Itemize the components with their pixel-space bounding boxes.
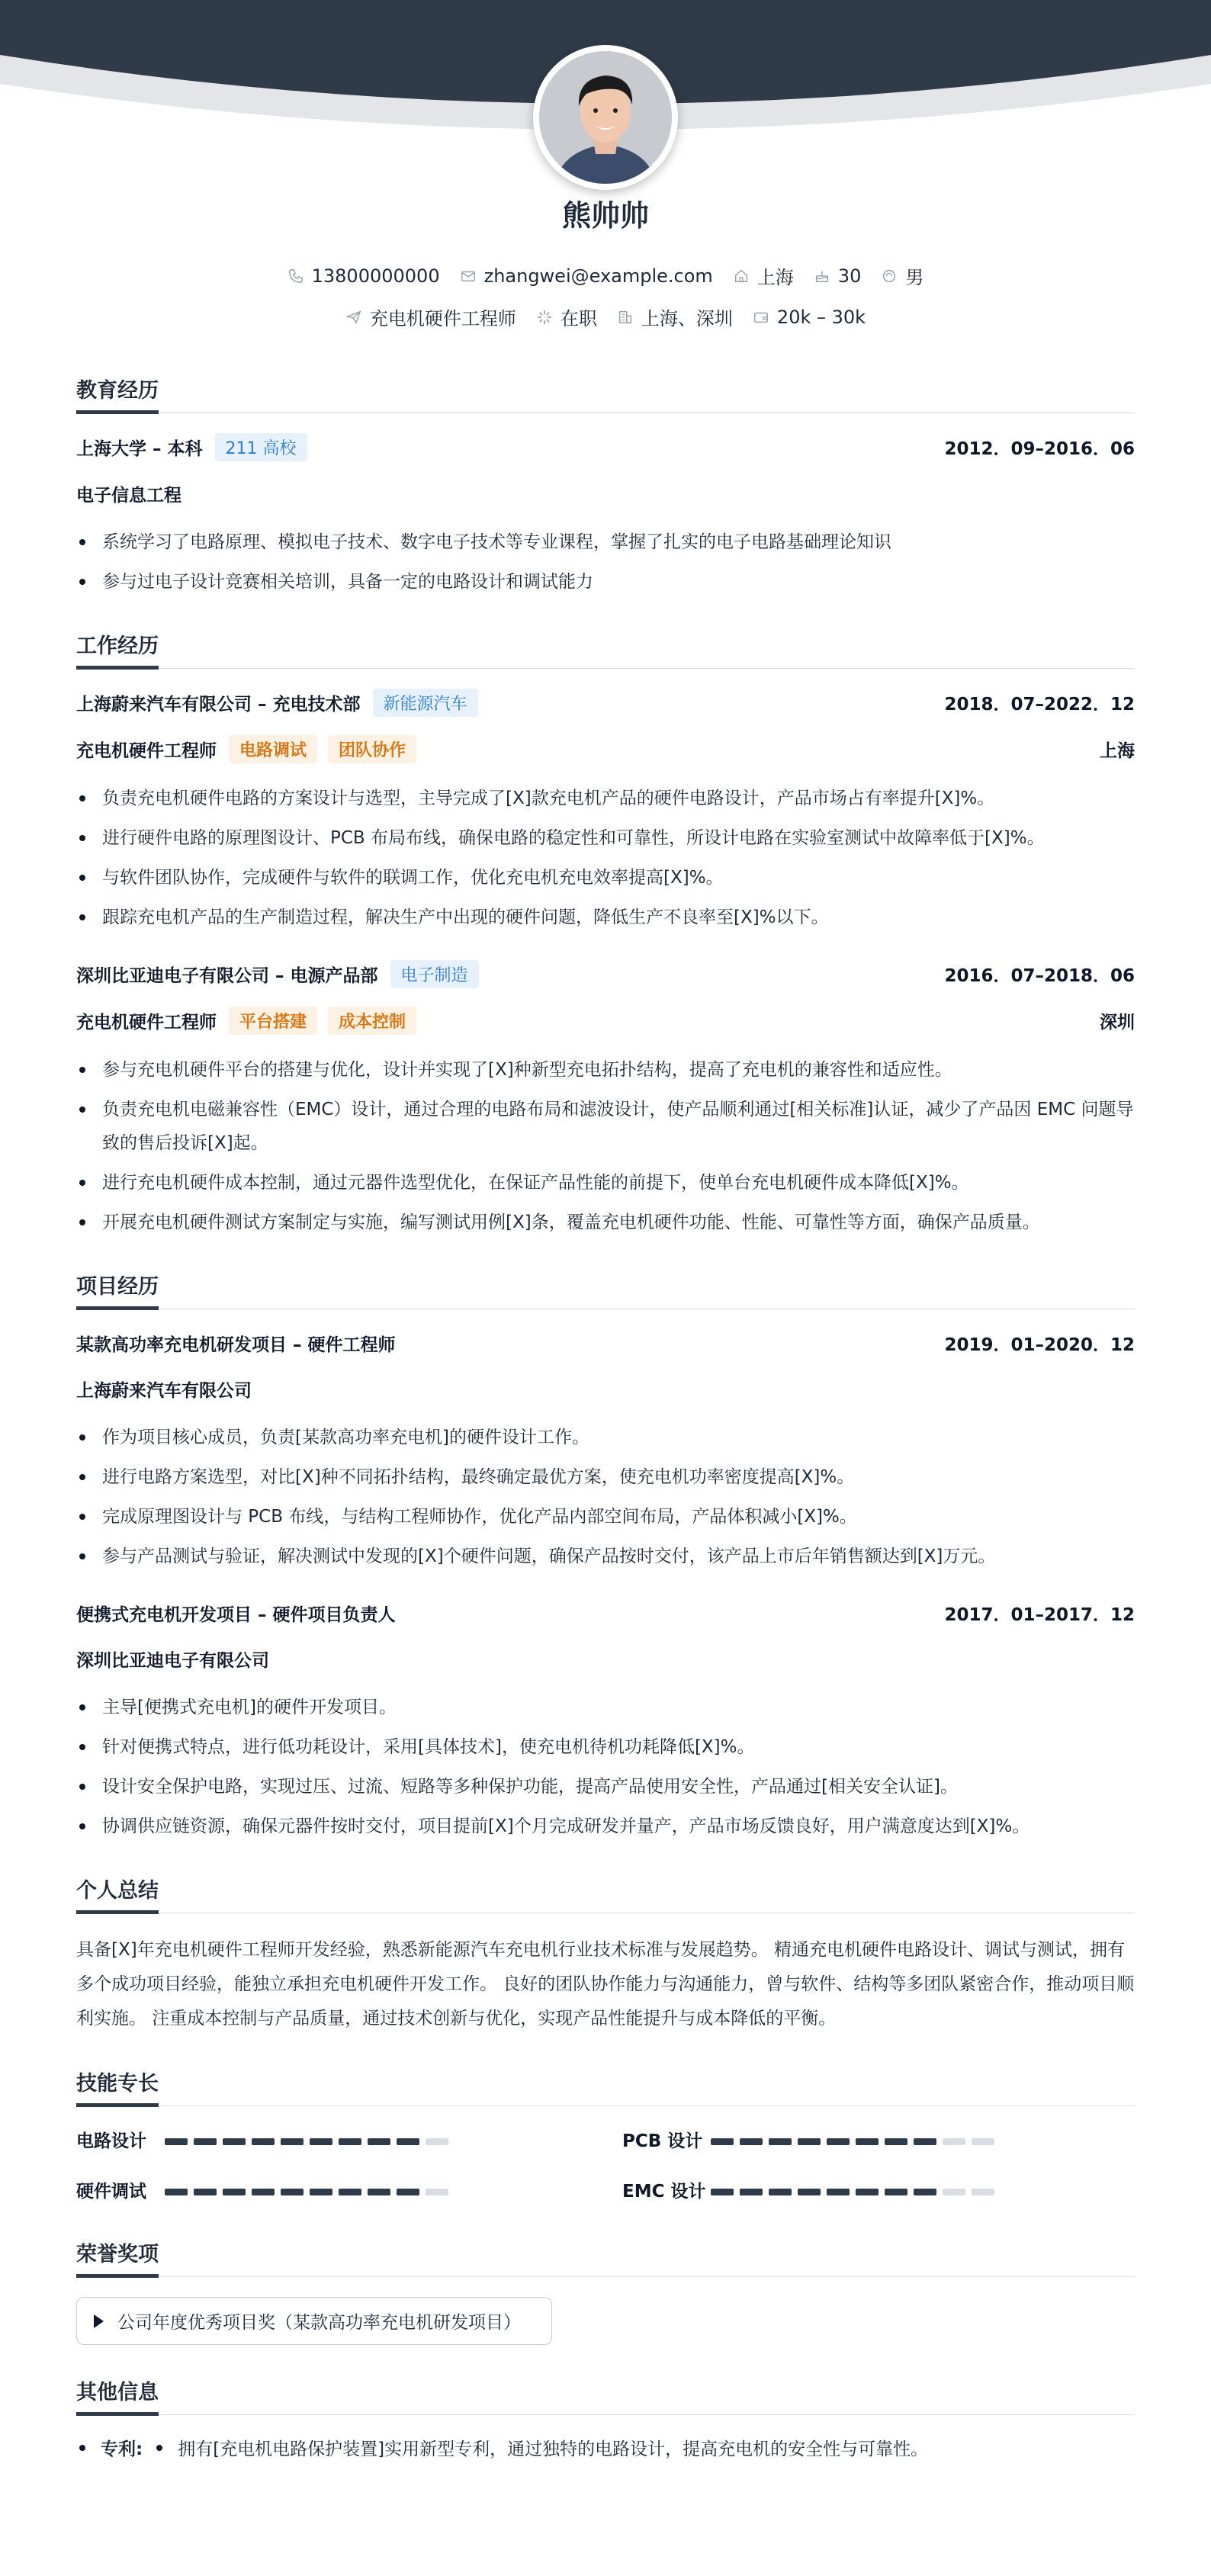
age-text: 30 — [837, 265, 862, 287]
skill-segment-empty — [943, 2189, 965, 2195]
award-text: 公司年度优秀项目奖（某款高功率充电机研发项目） — [117, 2313, 521, 2333]
skill-segment-empty — [972, 2189, 994, 2195]
skill-level-bar — [711, 2138, 994, 2145]
skills-section — [76, 2067, 1135, 2207]
patent-item — [76, 2435, 1135, 2460]
section-title: 工作经历 — [76, 629, 1135, 669]
list-item: 开展充电机硬件测试方案制定与实施，编写测试用例[X]条，覆盖充电机硬件功能、性能、可靠性等方面，确保产品质量。 — [76, 1206, 1135, 1239]
avatar — [539, 51, 672, 184]
award-item[interactable] — [76, 2297, 552, 2345]
skill-name: EMC 设计 — [622, 2182, 706, 2202]
skill-segment-filled — [711, 2189, 734, 2195]
list-item: 作为项目核心成员，负责[某款高功率充电机]的硬件设计工作。 — [76, 1421, 1135, 1454]
skill-segment-filled — [798, 2189, 821, 2195]
skill-tag: 团队协作 — [328, 735, 416, 763]
work-section — [76, 629, 1135, 1239]
list-item: 参与充电机硬件平台的搭建与优化，设计并实现了[X]种新型充电拓扑结构，提高了充电机的兼容性和适应性。 — [76, 1053, 1135, 1087]
skill-segment-filled — [769, 2138, 792, 2145]
work-entry — [76, 689, 1135, 934]
skill-segment-filled — [397, 2189, 419, 2195]
list-item: 参与过电子设计竞赛相关培训，具备一定的电路设计和调试能力 — [76, 565, 1135, 599]
list-item: 与软件团队协作，完成硬件与软件的联调工作，优化充电机充电效率提高[X]%。 — [76, 861, 1135, 895]
salary-info — [753, 307, 866, 328]
patent-text: 拥有[充电机电路保护装置]实用新型专利，通过独特的电路设计，提高充电机的安全性与可靠性。 — [178, 2439, 929, 2459]
skill-item — [76, 2126, 622, 2157]
summary-section — [76, 1874, 1135, 2036]
list-item: 跟踪充电机产品的生产制造过程，解决生产中出现的硬件问题，降低生产不良率至[X]%以下。 — [76, 901, 1135, 934]
age-info — [814, 265, 862, 287]
contact-row — [0, 262, 1211, 289]
project-date: 2019．01–2020．12 — [944, 1335, 1135, 1355]
wallet-icon — [753, 309, 769, 326]
list-item: 系统学习了电路原理、模拟电子技术、数字电子技术等专业课程，掌握了扎实的电子电路基础理论知识 — [76, 525, 1135, 559]
skill-item — [622, 2176, 1135, 2207]
patent-label: 专利: — [101, 2439, 143, 2459]
list-item: 进行电路方案选型，对比[X]种不同拓扑结构，最终确定最优方案，使充电机功率密度提高[X]%。 — [76, 1460, 1135, 1494]
skill-item — [76, 2176, 622, 2207]
skill-segment-filled — [223, 2138, 246, 2145]
skill-tag: 成本控制 — [328, 1007, 416, 1035]
city-text: 上海 — [756, 267, 794, 288]
section-title: 技能专长 — [76, 2067, 1135, 2106]
skill-tag: 电路调试 — [229, 735, 317, 763]
other-section — [76, 2375, 1135, 2460]
job-intent-row — [0, 304, 1211, 330]
skill-segment-filled — [252, 2189, 275, 2195]
list-item: 负责充电机电磁兼容性（EMC）设计，通过合理的电路布局和滤波设计，使产品顺利通过[相关标准]认证，减少了产品因 EMC 问题导致的售后投诉[X]起。 — [76, 1093, 1135, 1160]
status-info — [536, 304, 597, 330]
skill-tag: 平台搭建 — [229, 1007, 317, 1035]
skill-segment-filled — [310, 2189, 332, 2195]
avatar-frame — [533, 45, 678, 190]
project-name: 便携式充电机开发项目 – 硬件项目负责人 — [76, 1604, 396, 1625]
skill-segment-filled — [368, 2189, 390, 2195]
resume-body — [76, 374, 1135, 2491]
section-title: 其他信息 — [76, 2375, 1135, 2415]
skill-segment-filled — [856, 2189, 879, 2195]
skill-segment-filled — [310, 2138, 332, 2145]
skill-level-bar — [711, 2189, 994, 2195]
list-item: 参与产品测试与验证，解决测试中发现的[X]个硬件问题，确保产品按时交付，该产品上市后年销售额达到[X]万元。 — [76, 1540, 1135, 1573]
target-city-text: 上海、深圳 — [641, 308, 733, 329]
project-date: 2017．01–2017．12 — [944, 1604, 1135, 1625]
skill-segment-filled — [339, 2138, 361, 2145]
section-title: 个人总结 — [76, 1874, 1135, 1913]
skill-segment-filled — [856, 2138, 879, 2145]
skill-segment-filled — [740, 2189, 763, 2195]
major: 电子信息工程 — [76, 485, 181, 506]
spinner-icon — [536, 309, 553, 326]
skill-item — [622, 2126, 1135, 2157]
skill-segment-filled — [165, 2189, 188, 2195]
skill-segment-filled — [339, 2189, 361, 2195]
skill-segment-filled — [165, 2138, 188, 2145]
list-item: 主导[便携式充电机]的硬件开发项目。 — [76, 1691, 1135, 1724]
list-item: 负责充电机硬件电路的方案设计与选型，主导完成了[X]款充电机产品的硬件电路设计，产品市场占有率提升[X]%。 — [76, 782, 1135, 815]
list-item: 完成原理图设计与 PCB 布线，与结构工程师协作，优化产品内部空间布局，产品体积减小[X]%。 — [76, 1500, 1135, 1534]
home-icon — [733, 268, 750, 284]
skill-segment-filled — [397, 2138, 419, 2145]
skill-segment-filled — [914, 2189, 936, 2195]
skill-segment-filled — [769, 2189, 792, 2195]
skill-level-bar — [165, 2138, 448, 2145]
list-item: 协调供应链资源，确保元器件按时交付，项目提前[X]个月完成研发并量产，产品市场反馈良好，用户满意度达到[X]%。 — [76, 1810, 1135, 1843]
phone-icon — [287, 268, 304, 284]
list-item: 设计安全保护电路，实现过压、过流、短路等多种保护功能，提高产品使用安全性，产品通过[相关安全认证]。 — [76, 1770, 1135, 1804]
skill-segment-filled — [914, 2138, 936, 2145]
skill-segment-filled — [281, 2189, 304, 2195]
skill-segment-filled — [885, 2138, 907, 2145]
skill-segment-filled — [740, 2138, 763, 2145]
triangle-right-icon — [94, 2314, 104, 2328]
school-tag: 211 高校 — [215, 433, 307, 461]
skill-name: PCB 设计 — [622, 2131, 703, 2151]
status-text: 在职 — [560, 308, 597, 329]
email-text: zhangwei@example.com — [483, 265, 713, 287]
work-bullets — [76, 782, 1135, 934]
industry-tag: 电子制造 — [390, 960, 479, 988]
skill-segment-filled — [194, 2138, 217, 2145]
skill-segment-filled — [885, 2189, 907, 2195]
work-location: 深圳 — [1100, 1013, 1135, 1033]
projects-section — [76, 1270, 1135, 1843]
skill-name: 电路设计 — [76, 2131, 146, 2151]
skill-segment-empty — [426, 2189, 448, 2195]
skill-segment-filled — [711, 2138, 734, 2145]
skill-segment-filled — [281, 2138, 304, 2145]
skill-segment-filled — [194, 2189, 217, 2195]
project-entry — [76, 1599, 1135, 1843]
project-company: 深圳比亚迪电子有限公司 — [76, 1650, 269, 1671]
work-location: 上海 — [1100, 741, 1135, 761]
project-company: 上海蔚来汽车有限公司 — [76, 1380, 252, 1401]
work-date: 2018．07–2022．12 — [944, 695, 1135, 715]
skill-segment-filled — [368, 2138, 390, 2145]
send-icon — [345, 309, 362, 326]
skill-segment-filled — [827, 2189, 850, 2195]
role-name: 充电机硬件工程师 — [76, 741, 217, 761]
city-info — [733, 262, 794, 289]
cake-icon — [814, 268, 830, 284]
bullet-dot-icon — [79, 2445, 85, 2451]
education-bullets — [76, 525, 1135, 599]
skill-segment-filled — [223, 2189, 246, 2195]
skill-segment-filled — [252, 2138, 275, 2145]
phone-info — [287, 265, 440, 287]
education-section — [76, 374, 1135, 599]
company-name: 上海蔚来汽车有限公司 – 充电技术部 — [76, 695, 361, 715]
candidate-name: 熊帅帅 — [561, 199, 649, 233]
target-city-info — [617, 304, 733, 330]
work-date: 2016．07–2018．06 — [944, 966, 1135, 986]
section-title: 教育经历 — [76, 374, 1135, 413]
school-name: 上海大学 – 本科 — [76, 439, 203, 459]
work-bullets — [76, 1053, 1135, 1239]
skill-segment-empty — [972, 2138, 994, 2145]
project-entry — [76, 1329, 1135, 1573]
skill-level-bar — [165, 2189, 448, 2195]
job-title-text: 充电机硬件工程师 — [369, 308, 516, 329]
email-info — [460, 265, 713, 287]
industry-tag: 新能源汽车 — [373, 689, 478, 717]
gender-info — [881, 262, 924, 289]
skill-name: 硬件调试 — [76, 2182, 146, 2202]
skill-segment-filled — [798, 2138, 821, 2145]
bullet-dot-icon — [156, 2445, 162, 2451]
project-bullets — [76, 1691, 1135, 1843]
skill-segment-filled — [827, 2138, 850, 2145]
phone-text: 13800000000 — [311, 265, 440, 287]
education-date: 2012．09–2016．06 — [944, 439, 1135, 459]
project-bullets — [76, 1421, 1135, 1573]
work-entry — [76, 960, 1135, 1239]
education-entry — [76, 433, 1135, 599]
skill-segment-empty — [426, 2138, 448, 2145]
summary-text: 具备[X]年充电机硬件工程师开发经验，熟悉新能源汽车充电机行业技术标准与发展趋势。 精通充电机硬件电路设计、调试与测试，拥有多个成功项目经验，能独立承担充电机硬件开发工作。 良好的团队协作能力与沟通能力，曾与软件、结构等多团队紧密合作，推动项目顺利实施。 注重成本控制与产品质量，通过技术创新与优化，实现产品性能提升与成本降低的平衡。 — [76, 1940, 1135, 2028]
skill-segment-empty — [943, 2138, 965, 2145]
list-item: 进行充电机硬件成本控制，通过元器件选型优化，在保证产品性能的前提下，使单台充电机硬件成本降低[X]%。 — [76, 1166, 1135, 1200]
section-title: 荣誉奖项 — [76, 2237, 1135, 2277]
building-icon — [617, 309, 634, 326]
job-title-info — [345, 304, 516, 330]
project-name: 某款高功率充电机研发项目 – 硬件工程师 — [76, 1335, 396, 1355]
gender-text: 男 — [905, 267, 924, 288]
company-name: 深圳比亚迪电子有限公司 – 电源产品部 — [76, 966, 378, 986]
list-item: 进行硬件电路的原理图设计、PCB 布局布线，确保电路的稳定性和可靠性，所设计电路在实验室测试中故障率低于[X]%。 — [76, 821, 1135, 855]
gender-icon — [881, 268, 898, 284]
skills-grid — [76, 2126, 1135, 2207]
mail-icon — [460, 268, 477, 284]
role-name: 充电机硬件工程师 — [76, 1013, 217, 1033]
salary-text: 20k – 30k — [776, 306, 866, 328]
awards-section — [76, 2237, 1135, 2345]
list-item: 针对便携式特点，进行低功耗设计，采用[具体技术]，使充电机待机功耗降低[X]%。 — [76, 1730, 1135, 1764]
section-title: 项目经历 — [76, 1270, 1135, 1309]
